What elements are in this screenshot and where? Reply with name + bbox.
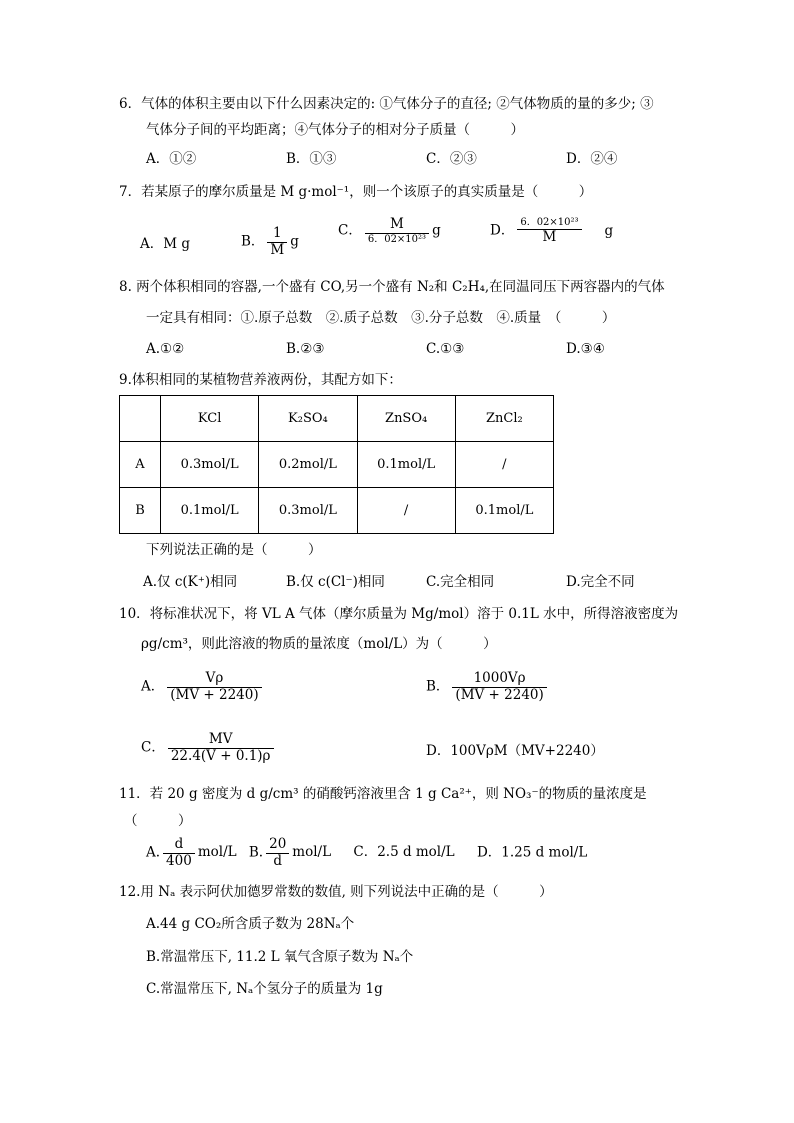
table-header-row <box>120 396 554 442</box>
q11-line2: （ ） <box>124 813 192 829</box>
q10-b-label: B． <box>426 678 450 695</box>
table-header-cell: ZnCl₂ <box>455 396 553 442</box>
q8-option-d: D.③④ <box>566 341 605 357</box>
q7-d-numerator: 6．02×10²³ <box>517 218 581 230</box>
q8-line2: 一定具有相同：①.原子总数 ②.质子总数 ③.分子总数 ④.质量 （ ） <box>146 310 616 326</box>
q11-a-numerator: d <box>163 838 195 854</box>
q7-d-denominator: M <box>542 229 557 245</box>
q12-stem: 12.用 Nₐ 表示阿伏加德罗常数的数值, 则下列说法中正确的是（ ） <box>119 884 553 900</box>
q10-option-a <box>141 672 265 702</box>
table-row <box>120 488 554 534</box>
q10-a-numerator: Vρ <box>167 672 261 688</box>
q12-option-a: A.44 g CO₂所含质子数为 28Nₐ个 <box>146 916 355 932</box>
table-cell: A <box>120 442 161 488</box>
q10-option-b <box>426 672 550 702</box>
q9-question: 下列说法正确的是（ ） <box>146 542 322 558</box>
nutrient-solution-table <box>119 395 554 534</box>
q7-option-c <box>338 218 441 245</box>
q11-b-label: B. <box>248 844 264 861</box>
q7-b-label: B． <box>241 233 265 250</box>
q8-option-b: B.②③ <box>286 341 325 357</box>
q7-b-numerator: 1 <box>267 227 287 243</box>
q7-c-denominator: 6．02×10²³ <box>367 233 427 245</box>
q7-b-denominator: M <box>270 241 285 258</box>
q6-option-a: A．①② <box>146 151 197 167</box>
q9-option-d: D.完全不同 <box>566 574 635 590</box>
table-cell: B <box>120 488 161 534</box>
table-cell: 0.1mol/L <box>161 488 259 534</box>
table-header-cell <box>120 396 161 442</box>
table-cell: 0.3mol/L <box>259 488 357 534</box>
q10-c-label: C． <box>141 739 165 756</box>
q11-a-fraction <box>163 838 195 868</box>
q10-b-fraction <box>452 672 546 702</box>
table-cell: / <box>455 442 553 488</box>
q10-a-denominator: (MV + 2240) <box>170 686 259 703</box>
q9-option-c: C.完全相同 <box>426 574 495 590</box>
q10-a-label: A． <box>141 678 165 695</box>
q11-b-numerator: 20 <box>266 838 289 854</box>
q10-b-denominator: (MV + 2240) <box>455 686 544 703</box>
q10-line2: ρg/cm³，则此溶液的物质的量浓度（mol/L）为（ ） <box>141 636 497 652</box>
q8-line1: 8. 两个体积相同的容器,一个盛有 CO,另一个盛有 N₂和 C₂H₄,在同温同压下两容器内的气体 <box>119 279 665 295</box>
q11-option-c: C．2.5 d mol/L <box>353 844 455 861</box>
q9-option-b: B.仅 c(Cl⁻)相同 <box>286 574 385 590</box>
q7-c-unit: g <box>432 222 441 239</box>
q11-b-denominator: d <box>273 852 283 869</box>
q7-d-label: D． <box>490 222 515 239</box>
q7-option-a: A．M g <box>140 236 191 252</box>
q10-line1: 10．将标准状况下，将 VL A 气体（摩尔质量为 Mg/mol）溶于 0.1L 水中，所得溶液密度为 <box>119 606 679 622</box>
table-cell: 0.1mol/L <box>455 488 553 534</box>
q7-d-fraction <box>517 218 581 245</box>
table-cell: 0.3mol/L <box>161 442 259 488</box>
q6-option-d: D．②④ <box>566 151 618 167</box>
q8-option-c: C.①③ <box>426 341 465 357</box>
q11-a-unit: mol/L <box>197 844 237 861</box>
q11-a-denominator: 400 <box>166 852 192 869</box>
q7-option-b <box>241 227 299 257</box>
q11-b-fraction <box>266 838 289 868</box>
q6-option-b: B．①③ <box>286 151 337 167</box>
q10-b-numerator: 1000Vρ <box>452 672 546 688</box>
q7-b-fraction <box>267 227 287 257</box>
table-cell: 0.2mol/L <box>259 442 357 488</box>
table-header-cell: ZnSO₄ <box>357 396 455 442</box>
q9-option-a: A.仅 c(K⁺)相同 <box>143 574 238 590</box>
q8-option-a: A.①② <box>146 341 185 357</box>
q9-stem: 9.体积相同的某植物营养液两份，其配方如下： <box>119 372 402 388</box>
q7-option-d <box>490 218 613 245</box>
q11-option-d: D．1.25 d mol/L <box>476 844 588 861</box>
q11-b-unit: mol/L <box>292 844 332 861</box>
table-cell: / <box>357 488 455 534</box>
q7-stem: 7．若某原子的摩尔质量是 M g·mol⁻¹，则一个该原子的真实质量是（ ） <box>119 184 593 200</box>
table-row <box>120 442 554 488</box>
q12-option-b: B.常温常压下, 11.2 L 氧气含原子数为 Nₐ个 <box>146 949 414 965</box>
q6-line2: 气体分子间的平均距离；④气体分子的相对分子质量（ ） <box>146 122 524 138</box>
q10-c-denominator: 22.4(V + 0.1)ρ <box>170 747 271 764</box>
q7-d-unit: g <box>604 222 614 239</box>
q10-c-numerator: MV <box>168 733 274 749</box>
q10-a-fraction <box>167 672 261 702</box>
q7-c-label: C． <box>338 222 362 239</box>
q11-options <box>146 838 587 868</box>
table-cell: 0.1mol/L <box>357 442 455 488</box>
table-header-cell: KCl <box>161 396 259 442</box>
q7-c-fraction <box>365 218 429 245</box>
q12-option-c: C.常温常压下, Nₐ个氢分子的质量为 1g <box>146 981 383 997</box>
q11-a-label: A. <box>146 844 161 861</box>
q11-line1: 11．若 20 g 密度为 d g/cm³ 的硝酸钙溶液里含 1 g Ca²⁺，则 NO₃⁻的物质的量浓度是 <box>119 786 647 802</box>
q6-option-c: C．②③ <box>426 151 477 167</box>
table-header-cell: K₂SO₄ <box>259 396 357 442</box>
q10-option-c <box>141 733 277 763</box>
q7-c-numerator: M <box>365 218 429 234</box>
q6-line1: 6．气体的体积主要由以下什么因素决定的: ①气体分子的直径; ②气体物质的量的多少; ③ <box>119 96 654 112</box>
q10-c-fraction <box>168 733 274 763</box>
q7-b-unit: g <box>290 233 299 250</box>
q10-option-d: D．100VρM（MV+2240） <box>426 743 604 759</box>
